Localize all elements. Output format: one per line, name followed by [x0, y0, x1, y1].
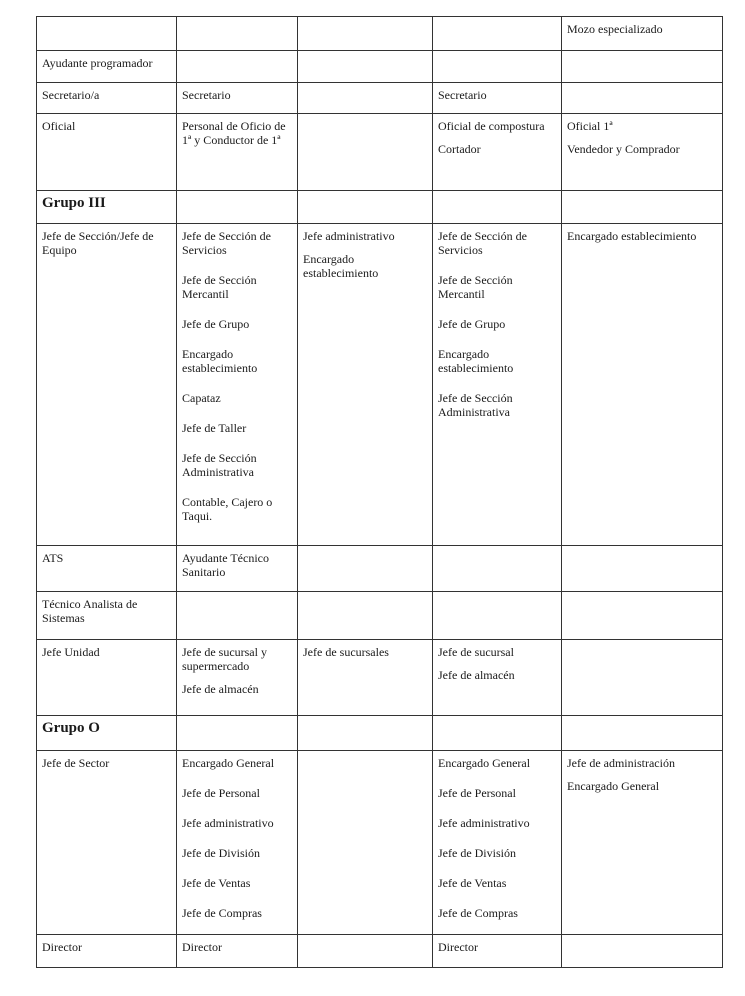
cell-text: Mozo especializado — [567, 22, 663, 36]
table-cell — [177, 224, 298, 546]
table-cell — [37, 935, 177, 968]
cell-text: Jefe de Personal — [438, 786, 516, 800]
table-cell — [562, 640, 723, 716]
table-cell — [37, 716, 177, 751]
cell-text: Jefe de almacén — [182, 682, 259, 696]
table-cell — [177, 17, 298, 51]
table-cell — [177, 546, 298, 592]
cell-text: Secretario/a — [42, 88, 100, 102]
table-row — [37, 224, 723, 546]
cell-text: Cortador — [438, 142, 481, 156]
cell-text: Jefe de Sector — [42, 756, 110, 770]
cell-text: Jefe de sucursales — [303, 645, 389, 659]
cell-text: Jefe de sucursal y supermercado — [182, 645, 267, 673]
cell-text: Jefe de División — [182, 846, 260, 860]
cell-text: Jefe Unidad — [42, 645, 100, 659]
group-title: Grupo O — [42, 720, 100, 736]
table-cell — [562, 224, 723, 546]
cell-text: Director — [438, 940, 478, 954]
table-cell — [37, 751, 177, 935]
cell-text: Ayudante programador — [42, 56, 153, 70]
table-cell — [433, 751, 562, 935]
table-cell — [562, 546, 723, 592]
table-cell — [177, 640, 298, 716]
cell-text: Jefe de Taller — [182, 421, 247, 435]
group-header-row — [37, 191, 723, 224]
table-row — [37, 17, 723, 51]
table-cell — [562, 17, 723, 51]
table-cell — [177, 191, 298, 224]
cell-text: Oficial — [42, 119, 76, 133]
cell-text: Jefe de Sección Administrativa — [182, 451, 257, 479]
table-cell — [37, 592, 177, 640]
table-cell — [298, 546, 433, 592]
table-cell — [37, 546, 177, 592]
table-body — [37, 17, 723, 968]
cell-text: Ayudante Técnico Sanitario — [182, 551, 269, 579]
table-cell — [37, 17, 177, 51]
table-cell — [562, 191, 723, 224]
cell-text: Director — [182, 940, 222, 954]
cell-text: Jefe de Compras — [438, 906, 518, 920]
table-cell — [177, 592, 298, 640]
table-row — [37, 935, 723, 968]
cell-text: Jefe de almacén — [438, 668, 515, 682]
table-cell — [562, 114, 723, 191]
cell-text: ATS — [42, 551, 64, 565]
cell-text: Jefe de Sección Mercantil — [182, 273, 257, 301]
table-cell — [298, 935, 433, 968]
table-cell — [177, 83, 298, 114]
cell-text: Jefe de Grupo — [182, 317, 250, 331]
cell-text: Encargado establecimiento — [438, 347, 514, 375]
cell-text: Secretario — [438, 88, 487, 102]
table-cell — [433, 546, 562, 592]
cell-text: Jefe de Ventas — [182, 876, 251, 890]
cell-text: Técnico Analista de Sistemas — [42, 597, 138, 625]
table-row — [37, 114, 723, 191]
table-cell — [177, 51, 298, 83]
cell-text: Oficial 1ª — [567, 119, 613, 133]
cell-text: Jefe de sucursal — [438, 645, 514, 659]
table-cell — [433, 83, 562, 114]
table-cell — [433, 191, 562, 224]
cell-text: Oficial de compostura — [438, 119, 545, 133]
cell-text: Jefe de Sección de Servicios — [438, 229, 527, 257]
table-cell — [433, 716, 562, 751]
table-cell — [298, 114, 433, 191]
table-cell — [298, 224, 433, 546]
table-cell — [562, 935, 723, 968]
cell-text: Capataz — [182, 391, 221, 405]
table-cell — [562, 83, 723, 114]
table-cell — [433, 592, 562, 640]
cell-text: Encargado General — [182, 756, 275, 770]
cell-text: Jefe de Ventas — [438, 876, 507, 890]
table-cell — [562, 51, 723, 83]
table-cell — [298, 592, 433, 640]
table-cell — [298, 51, 433, 83]
table-cell — [298, 191, 433, 224]
table-cell — [37, 114, 177, 191]
table-cell — [177, 716, 298, 751]
group-title: Grupo III — [42, 195, 106, 211]
table-row — [37, 83, 723, 114]
table-cell — [177, 751, 298, 935]
cell-text: Jefe de Grupo — [438, 317, 506, 331]
table-cell — [37, 51, 177, 83]
cell-text: Encargado establecimiento — [567, 229, 697, 243]
table-cell — [433, 51, 562, 83]
cell-text: Jefe administrativo — [182, 816, 274, 830]
cell-text: Encargado General — [567, 779, 660, 793]
table-cell — [298, 751, 433, 935]
cell-text: Director — [42, 940, 82, 954]
table-row — [37, 751, 723, 935]
job-category-table — [36, 16, 723, 968]
cell-text: Jefe de Sección Mercantil — [438, 273, 513, 301]
table-cell — [37, 83, 177, 114]
table-cell — [433, 640, 562, 716]
table-cell — [433, 114, 562, 191]
cell-text: Jefe de administración — [567, 756, 675, 770]
table-cell — [433, 935, 562, 968]
group-header-row — [37, 716, 723, 751]
cell-text: Contable, Cajero o Taqui. — [182, 495, 273, 523]
cell-text: Jefe administrativo — [438, 816, 530, 830]
cell-text: Jefe de Sección Administrativa — [438, 391, 513, 419]
cell-text: Encargado General — [438, 756, 531, 770]
cell-text: Jefe administrativo — [303, 229, 395, 243]
table-row — [37, 640, 723, 716]
cell-text: Jefe de Compras — [182, 906, 262, 920]
table-cell — [433, 17, 562, 51]
table-cell — [177, 114, 298, 191]
table-cell — [37, 224, 177, 546]
table-cell — [562, 751, 723, 935]
table-row — [37, 592, 723, 640]
cell-text: Encargado establecimiento — [303, 252, 379, 280]
cell-text: Encargado establecimiento — [182, 347, 258, 375]
table-cell — [562, 592, 723, 640]
cell-text: Jefe de Personal — [182, 786, 260, 800]
table-cell — [433, 224, 562, 546]
table-cell — [37, 191, 177, 224]
cell-text: Secretario — [182, 88, 231, 102]
cell-text: Jefe de División — [438, 846, 516, 860]
cell-text: Jefe de Sección de Servicios — [182, 229, 271, 257]
cell-text: Jefe de Sección/Jefe de Equipo — [42, 229, 154, 257]
table-row — [37, 546, 723, 592]
cell-text: Vendedor y Comprador — [567, 142, 680, 156]
table-cell — [298, 17, 433, 51]
table-cell — [177, 935, 298, 968]
table-cell — [298, 83, 433, 114]
table-row — [37, 51, 723, 83]
table-cell — [298, 716, 433, 751]
table-cell — [298, 640, 433, 716]
cell-text: Personal de Oficio de 1ª y Conductor de 1ª — [182, 119, 286, 147]
table-cell — [562, 716, 723, 751]
table-cell — [37, 640, 177, 716]
